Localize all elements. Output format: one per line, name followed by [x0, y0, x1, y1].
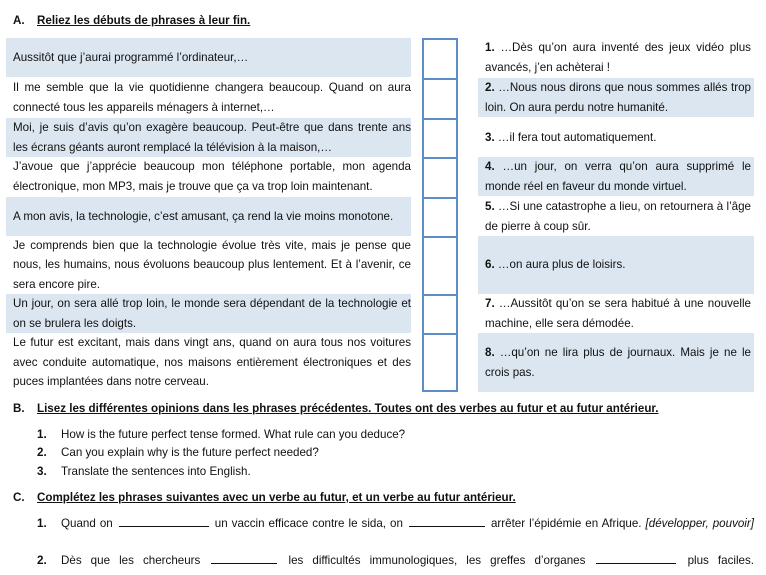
- section-b-title: Lisez les différentes opinions dans les phrases précédentes. Toutes ont des verbes au futur et au futur antérieur.: [37, 402, 659, 415]
- exercise-c-2-line: Dès que les chercheurs les difficultés immunologiques, les greffes d’organes plus faciles.: [61, 551, 754, 570]
- section-a-letter: A.: [13, 14, 25, 27]
- left-item-4: J’avoue que j’apprécie beaucoup mon téléphone portable, mon agenda électronique, mon MP3, mais je trouve que ça va trop loin maintenant.: [13, 160, 411, 193]
- left-item-3: Moi, je suis d’avis qu’on exagère beaucoup. Peut-être que dans trente ans les écrans géants auront remplacé la télévision à la maison,…: [6, 118, 411, 157]
- left-item-8: Le futur est excitant, mais dans vingt ans, quand on aura tous nos voitures avec conduite automatique, nos maisons entièrement électroniques et des puces implantées dans notre cerveau.: [13, 336, 411, 389]
- right-item-5: 5. …Si une catastrophe a lieu, on retournera à l’âge de pierre à coup sûr.: [485, 200, 751, 233]
- right-item-3: 3. …il fera tout automatiquement.: [485, 130, 657, 144]
- answer-box-7[interactable]: [422, 294, 458, 333]
- exercise-c-1-line: Quand on un vaccin efficace contre le sida, on arrêter l’épidémie en Afrique. [développer, pouvoir]: [61, 514, 754, 533]
- fill-blank[interactable]: [211, 551, 277, 564]
- section-c-letter: C.: [13, 491, 25, 504]
- answer-box-2[interactable]: [422, 78, 458, 118]
- section-b-heading: [13, 402, 659, 415]
- answer-box-4[interactable]: [422, 157, 458, 197]
- right-item-6: 6. …on aura plus de loisirs.: [478, 236, 754, 294]
- right-item-1: 1. …Dès qu’on aura inventé des jeux vidéo plus avancés, j’en achèterai !: [485, 41, 751, 74]
- section-b-letter: B.: [13, 402, 25, 415]
- answer-box-6[interactable]: [422, 236, 458, 294]
- left-item-5: A mon avis, la technologie, c’est amusant, ça rend la vie moins monotone.: [6, 197, 411, 236]
- answer-box-5[interactable]: [422, 197, 458, 236]
- right-item-4: 4. …un jour, on verra qu’on aura supprimé le monde réel en faveur du monde virtuel.: [478, 157, 754, 196]
- fill-blank[interactable]: [409, 514, 485, 527]
- left-item-2: Il me semble que la vie quotidienne changera beaucoup. Quand on aura connecté tous les appareils ménagers à internet,…: [13, 81, 411, 114]
- right-item-8: 8. …qu’on ne lira plus de journaux. Mais je ne le crois pas.: [478, 333, 754, 392]
- answer-box-3[interactable]: [422, 118, 458, 157]
- left-item-7: Un jour, on sera allé trop loin, le monde sera dépendant de la technologie et on se brulera les doigts.: [6, 294, 411, 333]
- section-c-heading: [13, 491, 516, 504]
- fill-blank[interactable]: [596, 551, 676, 564]
- answer-box-1[interactable]: [422, 38, 458, 78]
- left-item-1: Aussitôt que j’aurai programmé l’ordinateur,…: [6, 38, 411, 77]
- exercise-c-1-number: 1.: [37, 517, 47, 530]
- exercise-c-2-number: 2.: [37, 554, 47, 567]
- right-item-2: 2. …Nous nous dirons que nous sommes allés trop loin. On aura perdu notre humanité.: [478, 78, 754, 117]
- right-item-7: 7. …Aussitôt qu’on se sera habitué à une nouvelle machine, elle sera démodée.: [485, 297, 751, 330]
- section-c-title: Complétez les phrases suivantes avec un verbe au futur, et un verbe au futur antérieur.: [37, 491, 516, 504]
- answer-box-8[interactable]: [422, 333, 458, 392]
- hint-text: [développer, pouvoir]: [645, 517, 754, 530]
- section-a-title: Reliez les débuts de phrases à leur fin.: [37, 14, 251, 27]
- fill-blank[interactable]: [119, 514, 209, 527]
- section-a-heading: [13, 14, 250, 27]
- left-item-6: Je comprends bien que la technologie évolue très vite, mais je pense que nous, les humains, nous évoluons beaucoup plus lentement. Et à l’avenir, ce sera encore pire.: [13, 238, 411, 291]
